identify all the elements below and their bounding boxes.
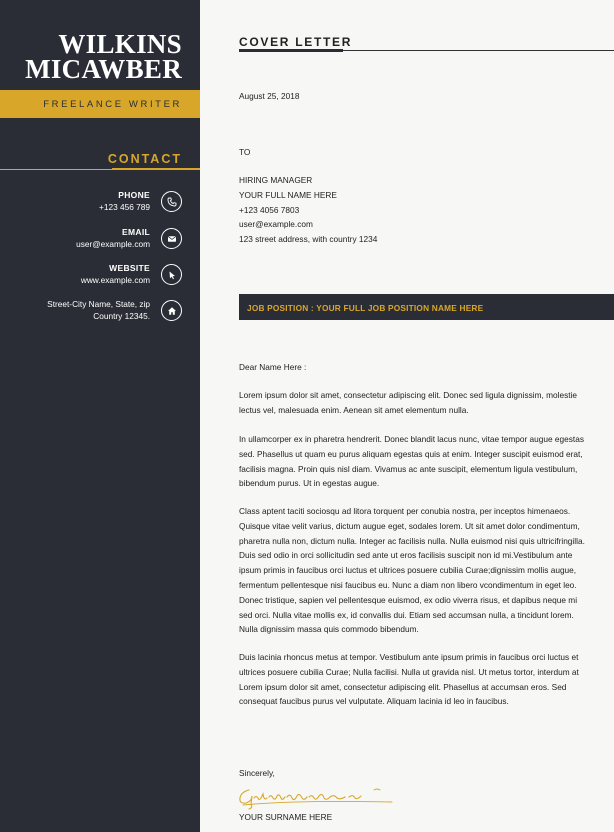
contact-email: [0, 226, 150, 250]
cursor-icon: [161, 264, 182, 285]
sidebar: [0, 0, 200, 832]
contact-heading: CONTACT: [107, 152, 182, 166]
job-position-band: [239, 294, 614, 320]
document-title: COVER LETTER: [239, 35, 353, 49]
contact-address: [0, 298, 150, 322]
paragraph-3: Class aptent taciti sociosqu ad litora torquent per conubia nostra, per inceptos himenaeos. Quisque vitae velit varius, dictum augue eget, sodales lorem. Ut sit amet dolor condimentum, pharetra nulla non, dictum nulla. Integer ac facilisis nulla. Nulla euismod nisi quis ultricifringilla. Duis sed odio in orci sollicitudin sed ante ut eros facilisis suscipit non id mi.Vestibulum ante ipsum primis in faucibus orci luctus et ultrices posuere cubilia Curae;dignissim mollis augue, fermentum pellentesque nisi faucibus eu. Nunc a diam non libero vcondimentum in eget leo. Donec tristique, sapien vel pellentesque euismod, ex odio viverra risus, et dapibus neque mi sed orci. Nulla vitae mollis ex, id convallis dui. Etiam sed accumsan nulla, a tincidunt lorem. Nulla dignissim massa quis commodo bibendum.: [239, 506, 585, 635]
job-role: FREELANCE WRITER: [43, 99, 182, 110]
name-line1: WILKINS: [58, 29, 182, 59]
to-label: TO: [239, 147, 251, 157]
email-icon: [161, 228, 182, 249]
website-value: www.example.com: [80, 275, 150, 285]
signer-name: YOUR SURNAME HERE: [239, 812, 333, 822]
phone-label: PHONE: [118, 190, 150, 200]
paragraph-2: In ullamcorper ex in pharetra hendrerit. Donec blandit lacus nunc, vitae tempor augue egestas sed. Phasellus ut quam eu purus aliquam egestas quis at enim. Integer suscipit euismod erat, facilisis magna. Proin quis nisl diam. Vivamus ac ante suscipit, elementum ligula vestibulum, bibendum purus. Ut in egestas augue.: [239, 434, 584, 489]
recipient-name: YOUR FULL NAME HERE: [239, 189, 337, 200]
signature-image: [237, 782, 397, 810]
email-label: EMAIL: [122, 227, 150, 237]
contact-divider-accent: [112, 168, 200, 170]
contact-website: [0, 262, 150, 286]
recipient-phone: +123 4056 7803: [239, 204, 300, 215]
letter-date: August 25, 2018: [239, 91, 300, 101]
paragraph-4: Duis lacinia rhoncus metus at tempor. Vestibulum ante ipsum primis in faucibus orci luctus et ultrices posuere cubilia Curae; Nulla facilisi. Nulla ut gravida nisl. Ut metus tortor, interdum at Lorem ipsum dolor sit amet, consectetur adipiscing elit. Phasellus at accumsan eros. Sed consequat faucibus purus vel vulputate. Aliquam lacinia id leo in faucibus.: [239, 652, 579, 707]
title-divider-accent: [239, 49, 343, 52]
phone-icon: [161, 191, 182, 212]
email-value: user@example.com: [76, 239, 150, 249]
closing: Sincerely,: [239, 768, 275, 778]
address-line1: Street-City Name, State, zip: [47, 299, 150, 309]
paragraph-1: Lorem ipsum dolor sit amet, consectetur adipiscing elit. Donec sed ligula dignissim, molestie lectus vel, malesuada enim. Aenean sit amet elementum nulla.: [239, 390, 578, 415]
name-line2: MICAWBER: [25, 54, 182, 84]
recipient-block: [239, 173, 591, 247]
contact-phone: [0, 189, 150, 213]
website-label: WEBSITE: [109, 263, 150, 273]
job-position: JOB POSITION : YOUR FULL JOB POSITION NAME HERE: [247, 303, 484, 313]
recipient-email: user@example.com: [239, 219, 313, 230]
role-band: [0, 90, 200, 118]
applicant-name: [25, 29, 182, 84]
home-icon: [161, 300, 182, 321]
salutation: Dear Name Here :: [239, 362, 307, 372]
recipient-address: 123 street address, with country 1234: [239, 234, 378, 245]
phone-value: +123 456 789: [99, 202, 150, 212]
address-line2: Country 12345.: [93, 311, 150, 321]
recipient-title: HIRING MANAGER: [239, 175, 313, 185]
